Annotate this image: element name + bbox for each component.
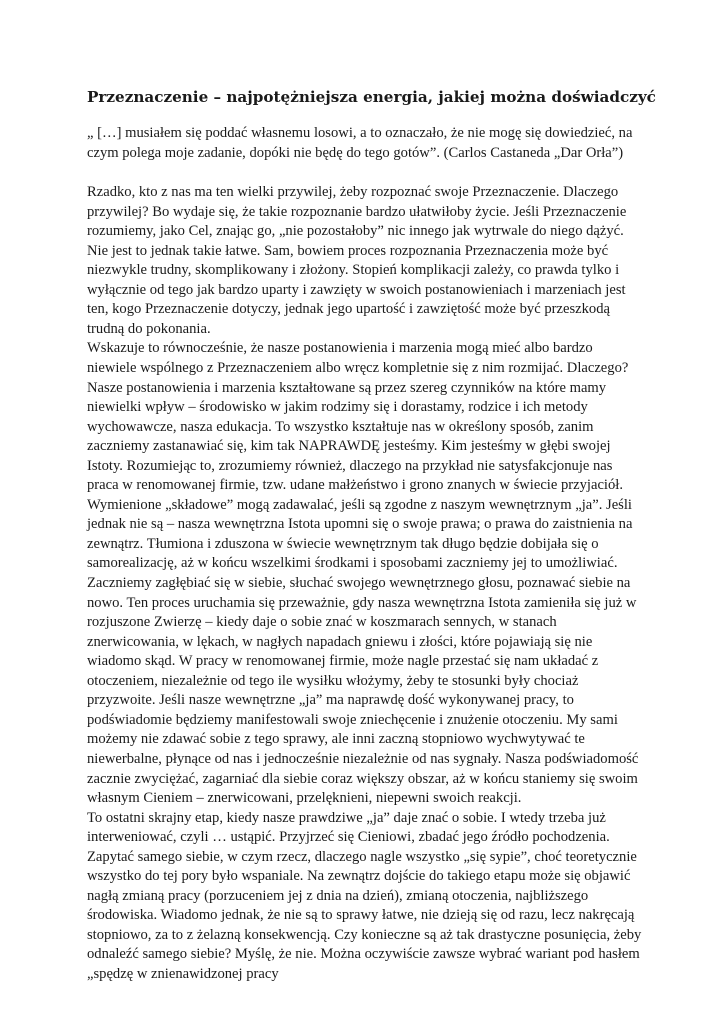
paragraph-2: Wskazuje to równocześnie, że nasze postanowienia i marzenia mogą mieć albo bardzo niewiele wspólnego z Przeznaczeniem albo wręcz kompletnie się z nim rozmijać. Dlaczego? <box>87 340 629 377</box>
paragraph-3: Nasze postanowienia i marzenia kształtowane są przez szereg czynników na które mamy niewielki wpływ – środowisko w jakim rodzimy się i dorastamy, rodzice i ich metody wychowawcze, nasza edukacja. To wszystko kształtuje nas w określony sposób, zanim zaczniemy zastanawiać się, kim tak NAPRAWDĘ jesteśmy. Kim jesteśmy w głębi swojej Istoty. Rozumiejąc to, zrozumiemy również, dlaczego na przykład nie satysfakcjonuje nas praca w renomowanej firmie, tzw. udane małżeństwo i grono znanych w świecie przyjaciół. Wymienione „składowe” mogą zadawalać, jeśli są zgodne z naszym wewnętrznym „ja”. Jeśli jednak nie są – nasza wewnętrzna Istota upomni się o swoje prawa; o prawa do zaistnienia na zewnątrz. Tłumiona i zduszona w świecie wewnętrznym tak długo będzie dobijała się o samorealizację, aż w końcu wszelkimi środkami i sposobami zaczniemy jej to umożliwiać. Zaczniemy zagłębiać się w siebie, słuchać swojego wewnętrznego głosu, poznawać siebie na nowo. Ten proces uruchamia się przeważnie, gdy nasza wewnętrzna Istota zamieniła się już w rozjuszone Zwierzę – kiedy daje o sobie znać w koszmarach sennych, w stanach znerwicowania, w lękach, w nagłych napadach gniewu i złości, które pojawiają się nie wiadomo skąd. W pracy w renomowanej firmie, może nagle przestać się nam układać z otoczeniem, niezależnie od tego ile wysiłku włożymy, żeby te stosunki były chociaż przyzwoite. Jeśli nasze wewnętrzne „ja” ma naprawdę dość wykonywanej pracy, to podświadomie będziemy manifestowali swoje zniechęcenie i znużenie otoczeniu. My sami możemy nie zdawać sobie z tego sprawy, ale inni zaczną stopniowo wychwytywać te niewerbalne, płynące od nas i jednocześnie niezależnie od nas sygnały. Nasza podświadomość zacznie zwyciężać, zagarniać dla siebie coraz większy obszar, aż w końcu staniemy się swoim własnym Cieniem – znerwicowani, przelęknieni, niepewni swoich reakcji. <box>87 379 639 807</box>
paragraph-4: To ostatni skrajny etap, kiedy nasze prawdziwe „ja” daje znać o sobie. I wtedy trzeba już interweniować, czyli … ustąpić. Przyjrzeć się Cieniowi, zbadać jego źródło pochodzenia. Zapytać samego siebie, w czym rzecz, dlaczego nagle wszystko „się sypie”, choć teoretycznie wszystko do tej pory było wspaniale. Na zewnątrz dojście do takiego etapu może się objawić nagłą zmianą pracy (porzuceniem jej z dnia na dzień), zmianą otoczenia, najbliższego środowiska. Wiadomo jednak, że nie są to sprawy łatwe, nie dzieją się od razu, lecz nakręcają stopniowo, za to z żelazną konsekwencją. Czy konieczne są aż tak drastyczne posunięcia, żeby odnaleźć samego siebie? Myślę, że nie. Można oczywiście zawsze wybrać wariant pod hasłem „spędzę w znienawidzonej pracy <box>87 809 642 982</box>
paragraph-1: Rzadko, kto z nas ma ten wielki przywilej, żeby rozpoznać swoje Przeznaczenie. Dlaczego przywilej? Bo wydaje się, że takie rozpoznanie bardzo ułatwiłoby życie. Jeśli Przeznaczenie rozumiemy, jako Cel, znając go, „nie pozostałoby” nic innego jak wytrwale do niego dążyć. Nie jest to jednak takie łatwe. Sam, bowiem proces rozpoznania Przeznaczenia może być niezwykle trudny, skomplikowany i złożony. Stopień komplikacji zależy, co prawda tylko i wyłącznie od tego jak bardzo uparty i zawzięty w swoich postanowieniach i marzeniach jest ten, kogo Przeznaczenie dotyczy, jednak jego upartość i zawziętość może być przeszkodą trudną do pokonania. <box>87 184 627 337</box>
epigraph-quote: „ […] musiałem się poddać własnemu losowi, a to oznaczało, że nie mogę się dowiedzieć, na czym polega moje zadanie, dopóki nie będę do tego gotów”. (Carlos Castaneda „Dar Orła”) <box>87 125 633 161</box>
document-page <box>87 86 656 985</box>
document-title: Przeznaczenie – najpotężniejsza energia, jakiej można doświadczyć <box>87 88 656 106</box>
